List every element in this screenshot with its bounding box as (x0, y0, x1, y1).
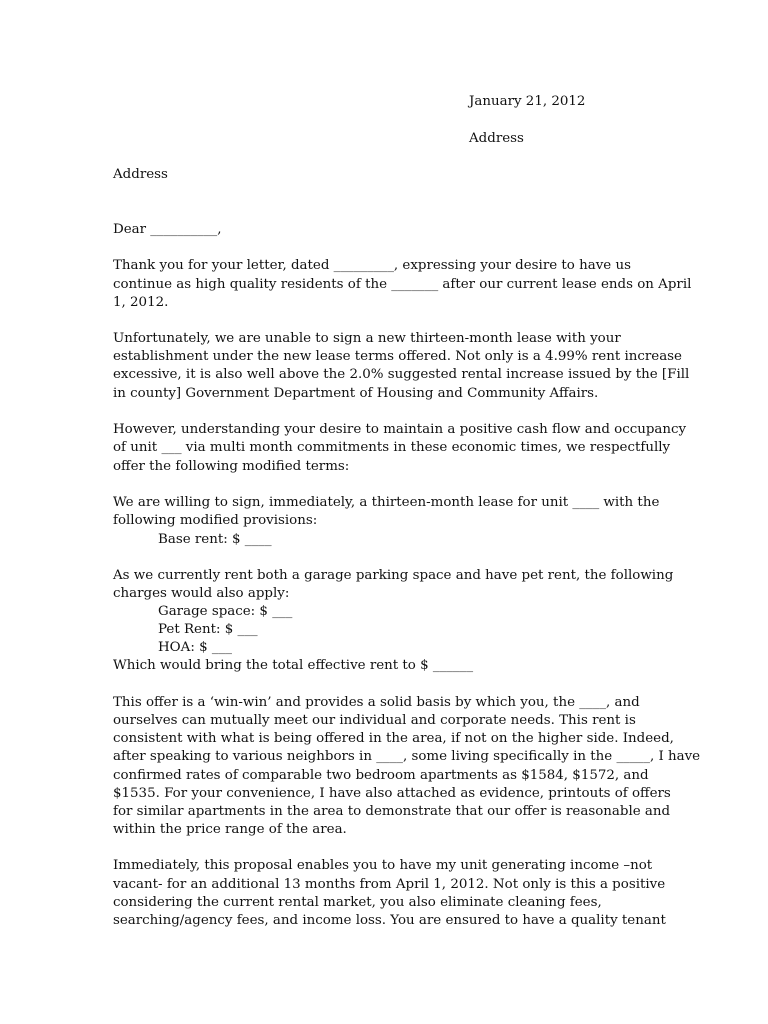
paragraph-1-line-3: 1, 2012. (113, 295, 169, 310)
pet-rent-line: Pet Rent: $ ___ (158, 622, 258, 637)
paragraph-7-line-4: searching/agency fees, and income loss. You are ensured to have a quality tenant (113, 913, 666, 928)
paragraph-4-line-2: following modified provisions: (113, 513, 318, 528)
paragraph-2-line-2: establishment under the new lease terms offered. Not only is a 4.99% rent increase (113, 349, 682, 364)
letter-date: January 21, 2012 (469, 94, 586, 109)
paragraph-2-line-4: in county] Government Department of Housing and Community Affairs. (113, 386, 599, 401)
paragraph-6-line-3: consistent with what is being offered in the area, if not on the higher side. Indeed, (113, 731, 674, 746)
paragraph-3-line-1: However, understanding your desire to maintain a positive cash flow and occupancy (113, 422, 687, 437)
paragraph-3-line-2: of unit ___ via multi month commitments in these economic times, we respectfully (113, 440, 671, 455)
paragraph-7-line-3: considering the current rental market, you also eliminate cleaning fees, (113, 895, 602, 910)
paragraph-5-line-1: As we currently rent both a garage parking space and have pet rent, the following (113, 568, 674, 583)
recipient-address: Address (113, 167, 168, 182)
paragraph-7-line-2: vacant- for an additional 13 months from April 1, 2012. Not only is this a positive (113, 877, 666, 892)
paragraph-4-line-1: We are willing to sign, immediately, a thirteen-month lease for unit ____ with the (113, 495, 660, 510)
base-rent-line: Base rent: $ ____ (158, 532, 272, 547)
paragraph-6-line-7: for similar apartments in the area to demonstrate that our offer is reasonable and (113, 804, 671, 819)
paragraph-3-line-3: offer the following modified terms: (113, 459, 350, 474)
paragraph-6-line-6: $1535. For your convenience, I have also attached as evidence, printouts of offers (113, 786, 671, 801)
total-rent-line: Which would bring the total effective rent to $ ______ (113, 658, 474, 673)
paragraph-6-line-8: within the price range of the area. (113, 822, 347, 837)
paragraph-2-line-3: excessive, it is also well above the 2.0% suggested rental increase issued by the [Fill (113, 367, 690, 382)
paragraph-1-line-2: continue as high quality residents of the _______ after our current lease ends on April (113, 277, 692, 292)
paragraph-6-line-2: ourselves can mutually meet our individual and corporate needs. This rent is (113, 713, 636, 728)
paragraph-2-line-1: Unfortunately, we are unable to sign a new thirteen-month lease with your (113, 331, 621, 346)
salutation: Dear __________, (113, 222, 222, 237)
hoa-line: HOA: $ ___ (158, 640, 232, 655)
paragraph-5-line-2: charges would also apply: (113, 586, 290, 601)
paragraph-6-line-4: after speaking to various neighbors in ____, some living specifically in the _____, I have (113, 749, 701, 764)
garage-space-line: Garage space: $ ___ (158, 604, 293, 619)
paragraph-6-line-5: confirmed rates of comparable two bedroom apartments as $1584, $1572, and (113, 768, 649, 783)
paragraph-7-line-1: Immediately, this proposal enables you to have my unit generating income –not (113, 858, 653, 873)
sender-address: Address (469, 131, 524, 146)
paragraph-1-line-1: Thank you for your letter, dated _________, expressing your desire to have us (113, 258, 631, 273)
paragraph-6-line-1: This offer is a ‘win-win’ and provides a solid basis by which you, the ____, and (113, 695, 640, 710)
